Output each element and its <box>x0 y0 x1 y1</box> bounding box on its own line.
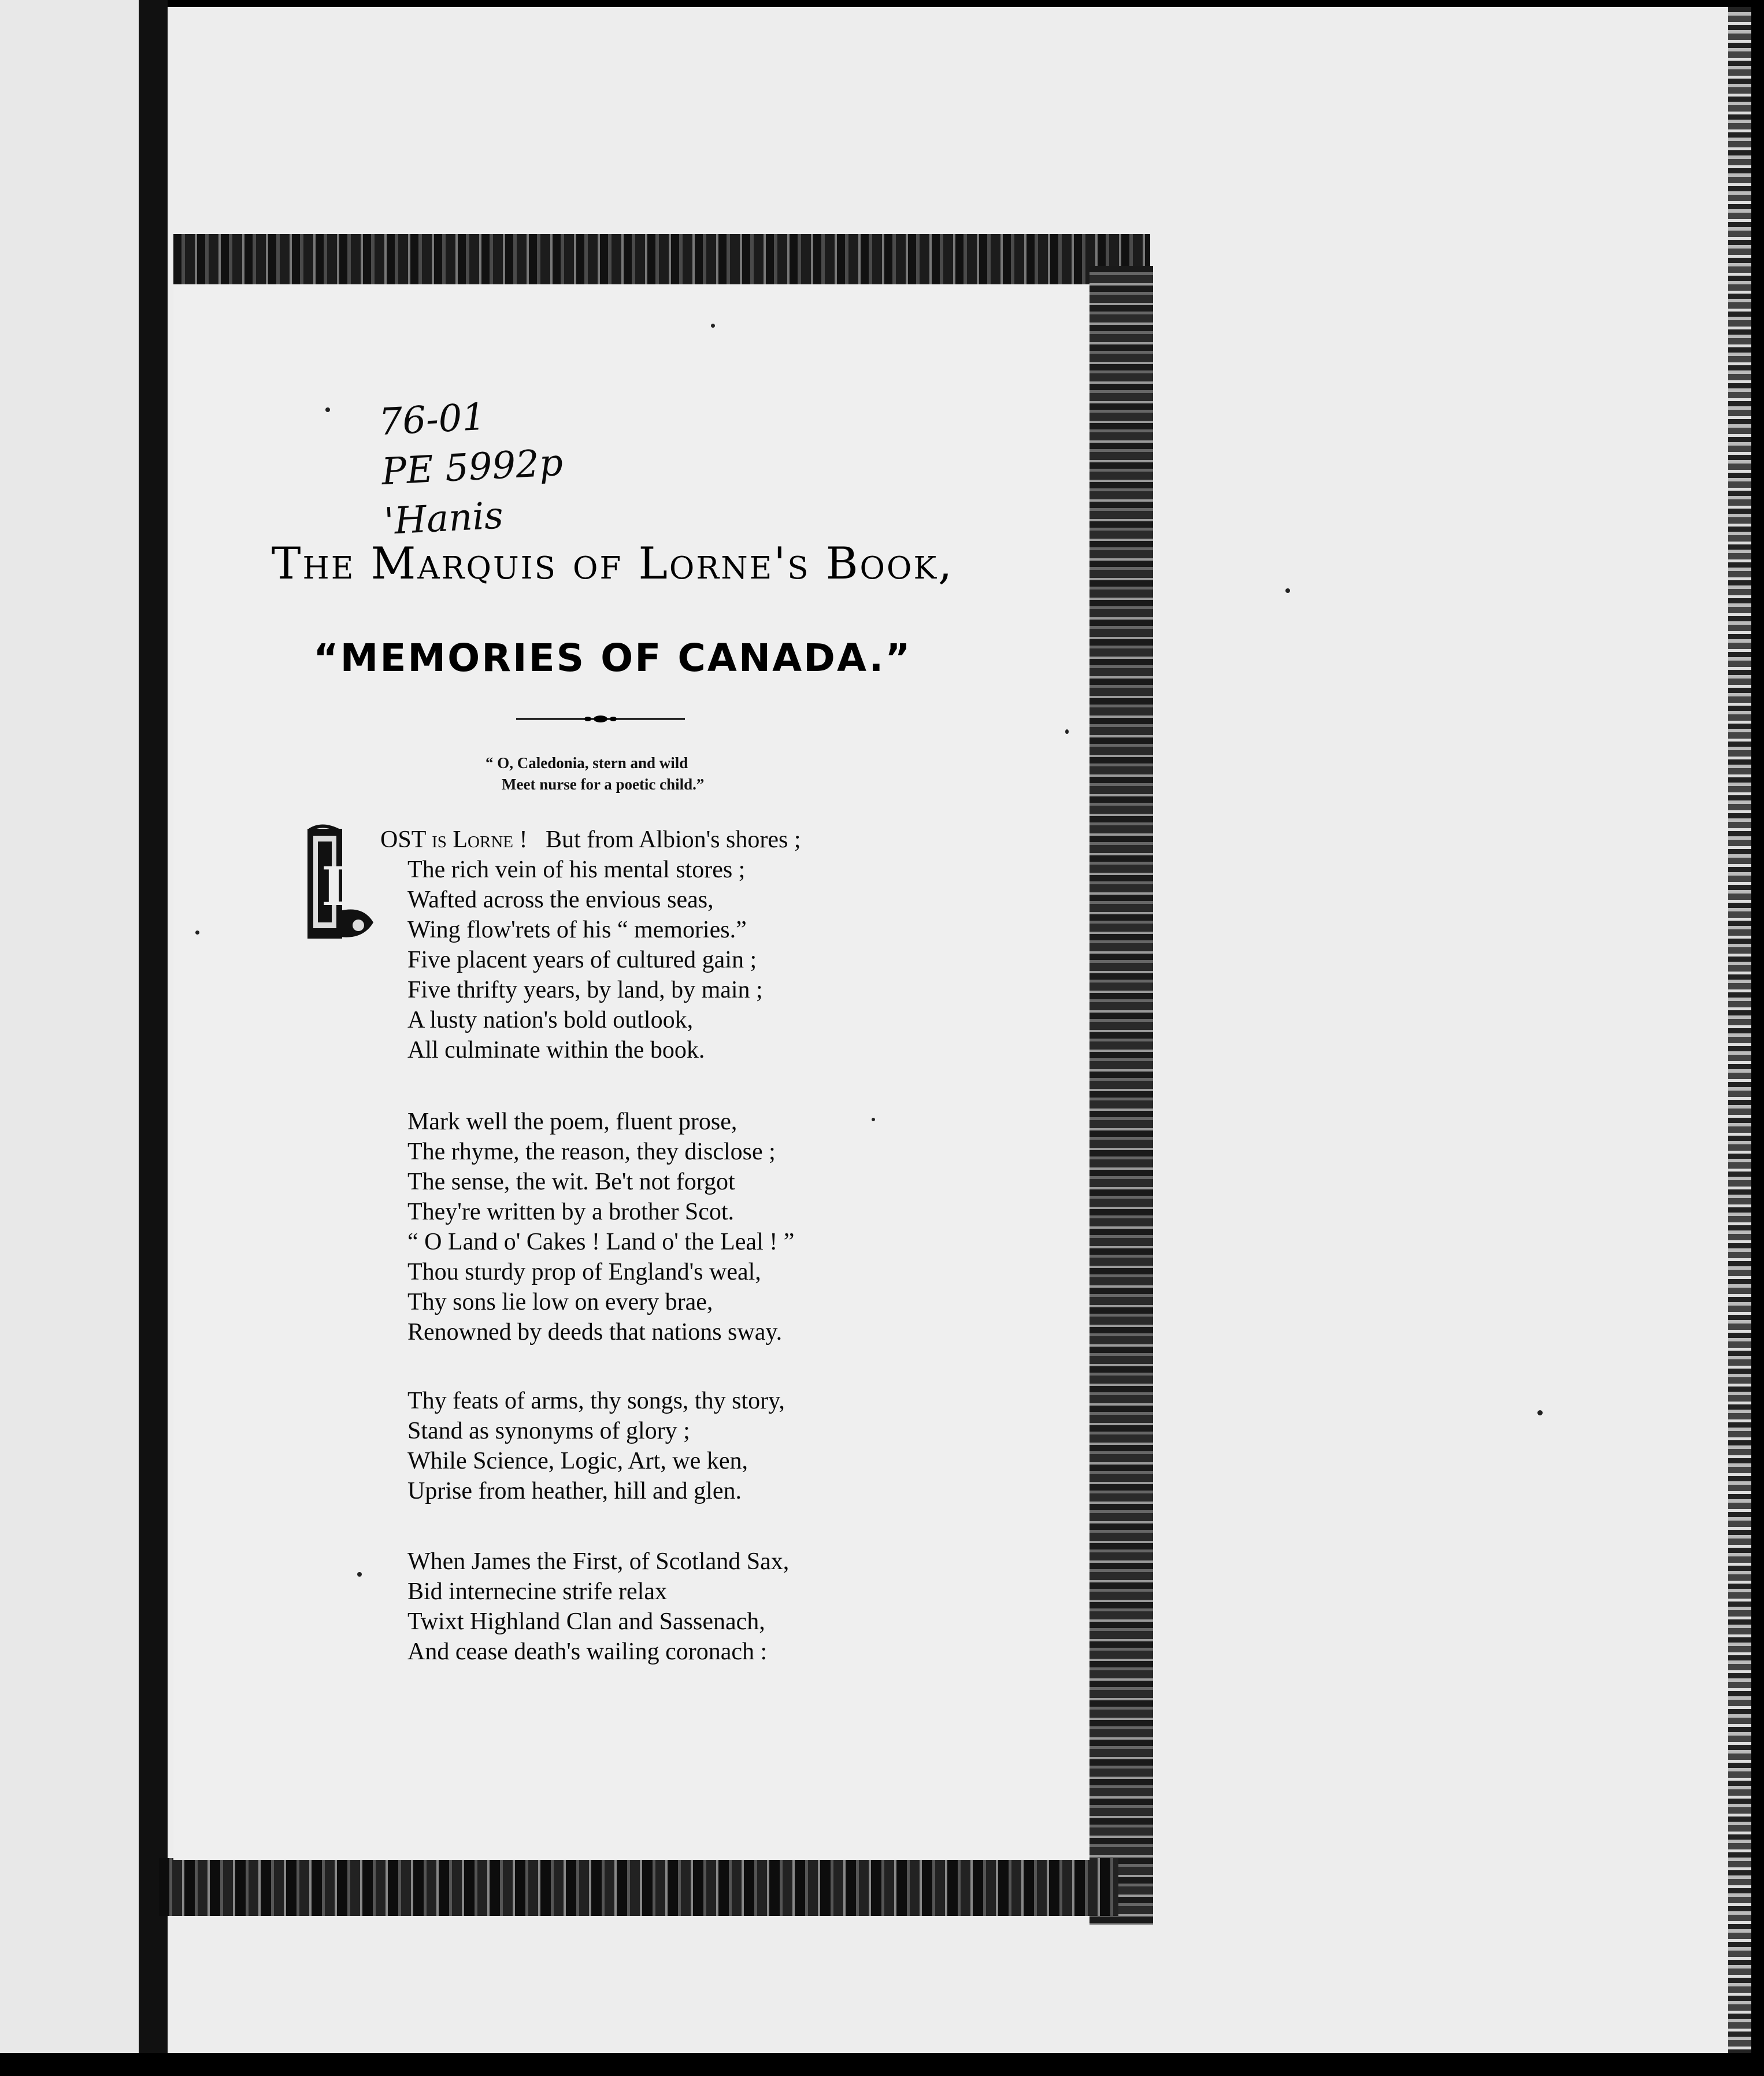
poem-line: Stand as synonyms of glory ; <box>407 1418 690 1444</box>
scan-bottom-border <box>0 2053 1764 2076</box>
poem-line: All culminate within the book. <box>407 1037 705 1063</box>
poem-line: Five thrifty years, by land, by main ; <box>407 977 763 1003</box>
poem-line: And cease death's wailing coronach : <box>407 1638 768 1665</box>
handwritten-call-number <box>377 388 566 547</box>
ornamental-rule <box>516 715 685 723</box>
poem-first-line <box>380 825 854 855</box>
drop-cap-letter: L <box>321 855 359 918</box>
poem-line: Wafted across the envious seas, <box>407 887 714 913</box>
poem-line: When James the First, of Scotland Sax, <box>407 1548 790 1575</box>
scan-speck <box>1537 1410 1543 1415</box>
scan-speck <box>357 1572 362 1577</box>
stanza-1 <box>407 855 881 1065</box>
leaflet-frame-right <box>1089 266 1153 1925</box>
poem-line: A lusty nation's bold outlook, <box>407 1007 694 1033</box>
poem-line: Uprise from heather, hill and glen. <box>407 1478 742 1504</box>
stanza-4 <box>407 1547 881 1667</box>
handwritten-line-1: 76-01 <box>377 395 487 444</box>
first-line-opening: OST is Lorne ! <box>380 826 528 853</box>
page-right-edge <box>1728 7 1751 2053</box>
poem-line: Renowned by deeds that nations sway. <box>407 1319 783 1345</box>
epigraph-line-2: Meet nurse for a poetic child.” <box>502 776 705 793</box>
scan-speck <box>325 407 330 412</box>
poem-line: Wing flow'rets of his “ memories.” <box>407 917 747 943</box>
adjacent-page-strip <box>0 0 139 2076</box>
first-line-tail: But from Albion's shores ; <box>545 826 801 853</box>
poem-line: “ O Land o' Cakes ! Land o' the Leal ! ” <box>407 1229 795 1255</box>
page-title: The Marquis of Lorne's Book, <box>271 537 954 589</box>
scan-speck <box>711 324 715 328</box>
poem-line: Thou sturdy prop of England's weal, <box>407 1259 761 1285</box>
poem-line: Thy feats of arms, thy songs, thy story, <box>407 1388 785 1414</box>
poem-line: Twixt Highland Clan and Sassenach, <box>407 1608 765 1635</box>
poem-line: Five placent years of cultured gain ; <box>407 947 757 973</box>
poem-line: Thy sons lie low on every brae, <box>407 1289 713 1315</box>
poem-line: They're written by a brother Scot. <box>407 1199 735 1225</box>
epigraph <box>486 752 763 795</box>
stanza-2 <box>407 1107 881 1347</box>
leaflet-frame-bottom <box>159 1858 1118 1916</box>
handwritten-line-3: 'Hanis <box>383 494 505 544</box>
leaflet-frame-top <box>173 234 1150 285</box>
scan-speck <box>1065 729 1069 734</box>
ornate-drop-cap <box>305 824 377 946</box>
page-subtitle: “MEMORIES OF CANADA.” <box>313 636 912 680</box>
poem-line: The sense, the wit. Be't not forgot <box>407 1169 735 1195</box>
page-fold-shadow <box>139 0 168 2076</box>
poem-line: The rich vein of his mental stores ; <box>407 857 746 883</box>
scan-speck <box>1285 588 1290 593</box>
stanza-3 <box>407 1386 881 1506</box>
epigraph-line-1: “ O, Caledonia, stern and wild <box>486 754 688 772</box>
handwritten-line-2: PE 5992p <box>380 441 564 494</box>
poem-line: While Science, Logic, Art, we ken, <box>407 1448 748 1474</box>
poem-line: The rhyme, the reason, they disclose ; <box>407 1139 776 1165</box>
poem-line: Bid internecine strife relax <box>407 1578 667 1605</box>
scan-speck <box>872 1118 875 1121</box>
scan-speck <box>195 931 199 935</box>
poem-line: Mark well the poem, fluent prose, <box>407 1109 738 1135</box>
